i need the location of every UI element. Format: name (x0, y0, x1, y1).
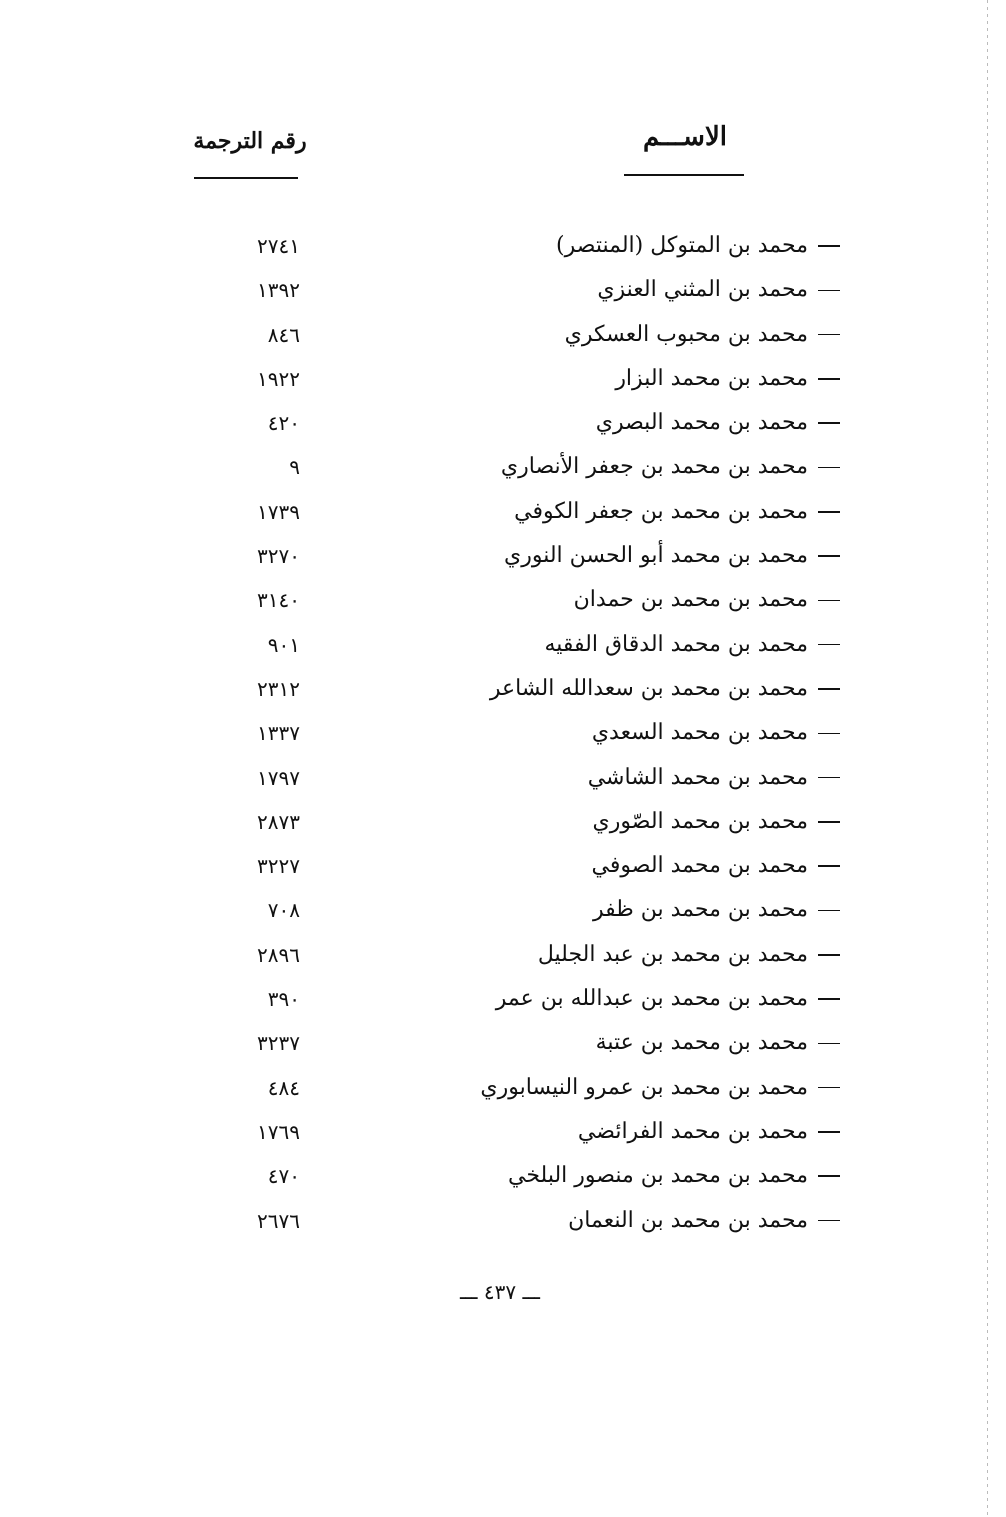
entry-name-text: محمد بن محبوب العسكري (564, 321, 808, 347)
entry-number: ٤٢٠ (267, 411, 300, 436)
entry-name (360, 804, 840, 840)
entry-number: ٩٠١ (267, 632, 300, 657)
column-header-number-underline (194, 177, 298, 179)
list-item (180, 892, 840, 936)
entry-dash (818, 733, 840, 735)
entry-number: ٤٨٤ (267, 1075, 300, 1100)
entry-dash (818, 467, 840, 469)
entry-name (360, 405, 840, 441)
list-item (180, 449, 840, 493)
entry-number: ١٧٦٩ (257, 1119, 300, 1144)
entry-dash (818, 865, 840, 867)
entry-dash (818, 245, 840, 247)
entry-name-text: محمد بن المتوكل (المنتصر) (556, 233, 808, 258)
list-item (180, 405, 840, 449)
entry-dash (818, 954, 840, 956)
entry-dash (818, 821, 840, 823)
list-item (180, 804, 840, 848)
entry-name (360, 538, 840, 574)
entry-name (360, 715, 840, 751)
entry-number: ٣٢٢٧ (257, 854, 300, 879)
entry-name (360, 272, 840, 308)
entry-name-text: محمد بن محمد بن عبد الجليل (537, 941, 808, 967)
entry-number: ١٧٩٧ (257, 765, 300, 790)
entry-name-text: محمد بن محمد بن النعمان (568, 1207, 808, 1233)
list-item (180, 1203, 840, 1247)
list-item (180, 361, 840, 405)
list-item (180, 582, 840, 626)
entry-name (360, 228, 840, 264)
list-item (180, 494, 840, 538)
index-entries-list (180, 228, 840, 1247)
entry-name-text: محمد بن محمد بن سعدالله الشاعر (489, 675, 808, 701)
entry-name-text: محمد بن محمد الفرائضي (577, 1118, 808, 1144)
entry-name-text: محمد بن محمد الشاشي (587, 764, 808, 790)
page-edge-line (987, 0, 988, 1517)
entry-name-text: محمد بن محمد الدقاق الفقيه (544, 631, 808, 657)
entry-number: ٧٠٨ (267, 898, 300, 923)
entry-name (360, 494, 840, 530)
entry-number: ١٩٢٢ (257, 366, 300, 391)
entry-number: ٢٦٧٦ (257, 1208, 300, 1233)
entry-number: ٨٤٦ (267, 322, 300, 347)
list-item (180, 1114, 840, 1158)
list-item (180, 1025, 840, 1069)
entry-name-text: محمد بن محمد بن عتبة (595, 1030, 808, 1056)
entry-name-text: محمد بن محمد بن حمدان (573, 587, 808, 613)
entry-dash (818, 777, 840, 779)
entry-number: ٣٢٣٧ (257, 1031, 300, 1056)
entry-name-text: محمد بن محمد بن عمرو النيسابوري (480, 1074, 808, 1100)
entry-name (360, 1203, 840, 1239)
entry-name (360, 981, 840, 1017)
list-item (180, 1158, 840, 1202)
list-item (180, 937, 840, 981)
entry-dash (818, 422, 840, 424)
entry-number: ٣٩٠ (267, 987, 300, 1012)
entry-dash (818, 910, 840, 912)
entry-name (360, 1114, 840, 1150)
entry-number: ١٣٩٢ (257, 278, 300, 303)
entry-name-text: محمد بن محمد بن منصور البلخي (508, 1163, 808, 1189)
entry-dash (818, 688, 840, 690)
entry-name-text: محمد بن محمد البزار (615, 365, 808, 391)
entry-name (360, 892, 840, 928)
entry-name (360, 848, 840, 884)
entry-name-text: محمد بن محمد البصري (595, 410, 808, 436)
column-header-name: الاســـم (643, 122, 727, 152)
list-item (180, 538, 840, 582)
list-item (180, 715, 840, 759)
entry-name (360, 361, 840, 397)
list-item (180, 317, 840, 361)
entry-name-text: محمد بن محمد السعدي (591, 720, 808, 746)
entry-number: ١٣٣٧ (257, 721, 300, 746)
entry-name (360, 1025, 840, 1061)
entry-name-text: محمد بن محمد بن جعفر الكوفي (514, 498, 808, 524)
entry-name-text: محمد بن محمد بن جعفر الأنصاري (500, 454, 808, 480)
entry-number: ٤٧٠ (267, 1164, 300, 1189)
entry-name (360, 937, 840, 973)
page-number: ـــ ٤٣٧ ـــ (459, 1280, 541, 1304)
entry-name-text: محمد بن محمد بن ظفر (593, 897, 808, 923)
entry-dash (818, 1220, 840, 1222)
list-item (180, 671, 840, 715)
entry-dash (818, 334, 840, 336)
entry-name (360, 317, 840, 353)
entry-name (360, 1158, 840, 1194)
column-header-name-underline (624, 174, 744, 176)
entry-name (360, 449, 840, 485)
entry-dash (818, 290, 840, 292)
entry-name (360, 627, 840, 663)
entry-dash (818, 1043, 840, 1045)
entry-dash (818, 1087, 840, 1089)
list-item (180, 627, 840, 671)
entry-dash (818, 555, 840, 557)
entry-number: ٣١٤٠ (257, 588, 300, 613)
list-item (180, 272, 840, 316)
entry-number: ٢٨٧٣ (257, 809, 300, 834)
entry-dash (818, 1131, 840, 1133)
entry-number: ٢٨٩٦ (257, 942, 300, 967)
entry-name-text: محمد بن محمد الصّوري (592, 808, 808, 834)
entry-name-text: محمد بن محمد أبو الحسن النوري (504, 543, 808, 569)
entry-dash (818, 1175, 840, 1177)
entry-dash (818, 511, 840, 513)
entry-number: ٢٣١٢ (257, 676, 300, 701)
entry-dash (818, 644, 840, 646)
entry-dash (818, 600, 840, 602)
entry-number: ١٧٣٩ (257, 499, 300, 524)
entry-name (360, 1070, 840, 1106)
list-item (180, 848, 840, 892)
entry-dash (818, 998, 840, 1000)
entry-name-text: محمد بن محمد الصوفي (591, 853, 808, 879)
list-item (180, 981, 840, 1025)
entry-name (360, 671, 840, 707)
entry-number: ٣٢٧٠ (257, 544, 300, 569)
entry-number: ٩ (289, 455, 300, 480)
entry-number: ٢٧٤١ (257, 234, 300, 258)
entry-name (360, 582, 840, 618)
entry-name (360, 760, 840, 796)
list-item (180, 760, 840, 804)
list-item (180, 228, 840, 272)
list-item (180, 1070, 840, 1114)
column-header-number: رقم الترجمة (193, 128, 307, 154)
entry-dash (818, 378, 840, 380)
entry-name-text: محمد بن محمد بن عبدالله بن عمر (495, 986, 808, 1012)
entry-name-text: محمد بن المثني العنزي (597, 277, 808, 303)
